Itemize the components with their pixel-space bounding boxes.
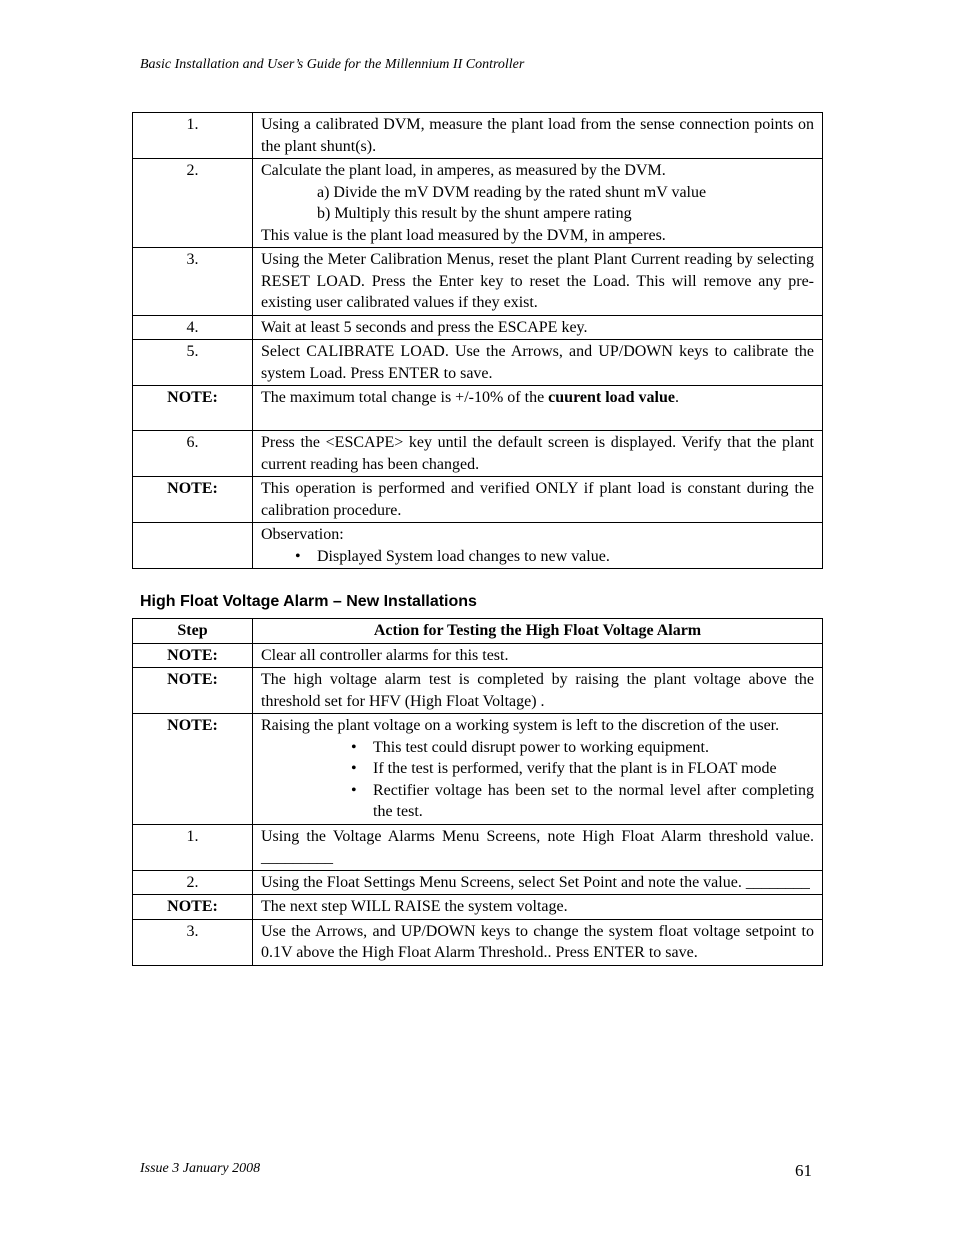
note-label: NOTE: [133, 477, 253, 523]
step-number: 4. [133, 315, 253, 340]
step-number [133, 523, 253, 569]
footer-issue: Issue 3 January 2008 [140, 1161, 261, 1176]
hfv-alarm-table [132, 618, 823, 966]
table-row [133, 159, 823, 248]
note-label: NOTE: [133, 643, 253, 668]
step-number: 3. [133, 919, 253, 965]
step-text: Using the Voltage Alarms Menu Screens, note High Float Alarm threshold value. _________ [253, 824, 823, 870]
step-text [253, 159, 823, 248]
step-number: 1. [133, 113, 253, 159]
note-text-pre: The maximum total change is +/-10% of the [261, 389, 549, 406]
list-item: • This test could disrupt power to working equipment. [373, 737, 814, 759]
note-bullet-list [261, 737, 814, 823]
column-header-action: Action for Testing the High Float Voltage Alarm [253, 619, 823, 644]
step-text: Wait at least 5 seconds and press the ESCAPE key. [253, 315, 823, 340]
note-label: NOTE: [133, 668, 253, 714]
table-row [133, 386, 823, 431]
note-text [253, 386, 823, 431]
table-row [133, 870, 823, 895]
calibration-table [132, 112, 823, 569]
step-subline: b) Multiply this result by the shunt ampere rating [317, 205, 632, 222]
note-text: The high voltage alarm test is completed by raising the plant voltage above the threshold set for HFV (High Float Voltage) . [253, 668, 823, 714]
table-row [133, 113, 823, 159]
table-row [133, 523, 823, 569]
step-text: Using a calibrated DVM, measure the plant load from the sense connection points on the plant shunt(s). [253, 113, 823, 159]
step-number: 5. [133, 340, 253, 386]
page-header: Basic Installation and User’s Guide for the Millennium II Controller [140, 57, 525, 72]
note-text-post: . [675, 389, 679, 406]
step-line: This value is the plant load measured by the DVM, in amperes. [261, 226, 666, 244]
note-label: NOTE: [133, 895, 253, 920]
column-header-step: Step [133, 619, 253, 644]
step-number: 1. [133, 824, 253, 870]
step-subline: a) Divide the mV DVM reading by the rated shunt mV value [317, 183, 707, 201]
step-text: Press the <ESCAPE> key until the default screen is displayed. Verify that the plant current reading has been changed. [253, 431, 823, 477]
step-number: 2. [133, 159, 253, 248]
note-line: Raising the plant voltage on a working system is left to the discretion of the user. [261, 717, 780, 734]
note-text: This operation is performed and verified ONLY if plant load is constant during the calibration procedure. [253, 477, 823, 523]
step-text: Using the Meter Calibration Menus, reset the plant Plant Current reading by selecting RESET LOAD. Press the Enter key to reset the Load. This will remove any pre-existing user calibrated values if they exist. [253, 248, 823, 316]
table-row [133, 668, 823, 714]
observation-label: Observation: [261, 526, 344, 543]
list-item: • Rectifier voltage has been set to the normal level after completing the test. [373, 780, 814, 823]
step-line: Calculate the plant load, in amperes, as measured by the DVM. [261, 162, 666, 179]
page-number: 61 [795, 1161, 812, 1180]
note-text-bold: cuurent load value [548, 389, 675, 406]
note-text: The next step WILL RAISE the system voltage. [253, 895, 823, 920]
note-text [253, 714, 823, 825]
step-number: 3. [133, 248, 253, 316]
table-row [133, 824, 823, 870]
note-label: NOTE: [133, 386, 253, 431]
list-item: • If the test is performed, verify that the plant is in FLOAT mode [373, 758, 814, 780]
step-number: 2. [133, 870, 253, 895]
table-row [133, 248, 823, 316]
list-item: • Displayed System load changes to new value. [317, 546, 814, 568]
table-row [133, 477, 823, 523]
step-number: 6. [133, 431, 253, 477]
note-text: Clear all controller alarms for this test. [253, 643, 823, 668]
step-text: Select CALIBRATE LOAD. Use the Arrows, and UP/DOWN keys to calibrate the system Load. Press ENTER to save. [253, 340, 823, 386]
note-label: NOTE: [133, 714, 253, 825]
table-row [133, 643, 823, 668]
table-row [133, 431, 823, 477]
table-row [133, 315, 823, 340]
section-title: High Float Voltage Alarm – New Installations [140, 593, 477, 610]
table-header-row [133, 619, 823, 644]
table-row [133, 340, 823, 386]
table-row [133, 919, 823, 965]
table-row [133, 714, 823, 825]
observation-list [261, 546, 814, 568]
step-text: Use the Arrows, and UP/DOWN keys to change the system float voltage setpoint to 0.1V above the High Float Alarm Threshold.. Press ENTER to save. [253, 919, 823, 965]
step-text: Using the Float Settings Menu Screens, select Set Point and note the value. ________ [253, 870, 823, 895]
table-row [133, 895, 823, 920]
observation-cell [253, 523, 823, 569]
